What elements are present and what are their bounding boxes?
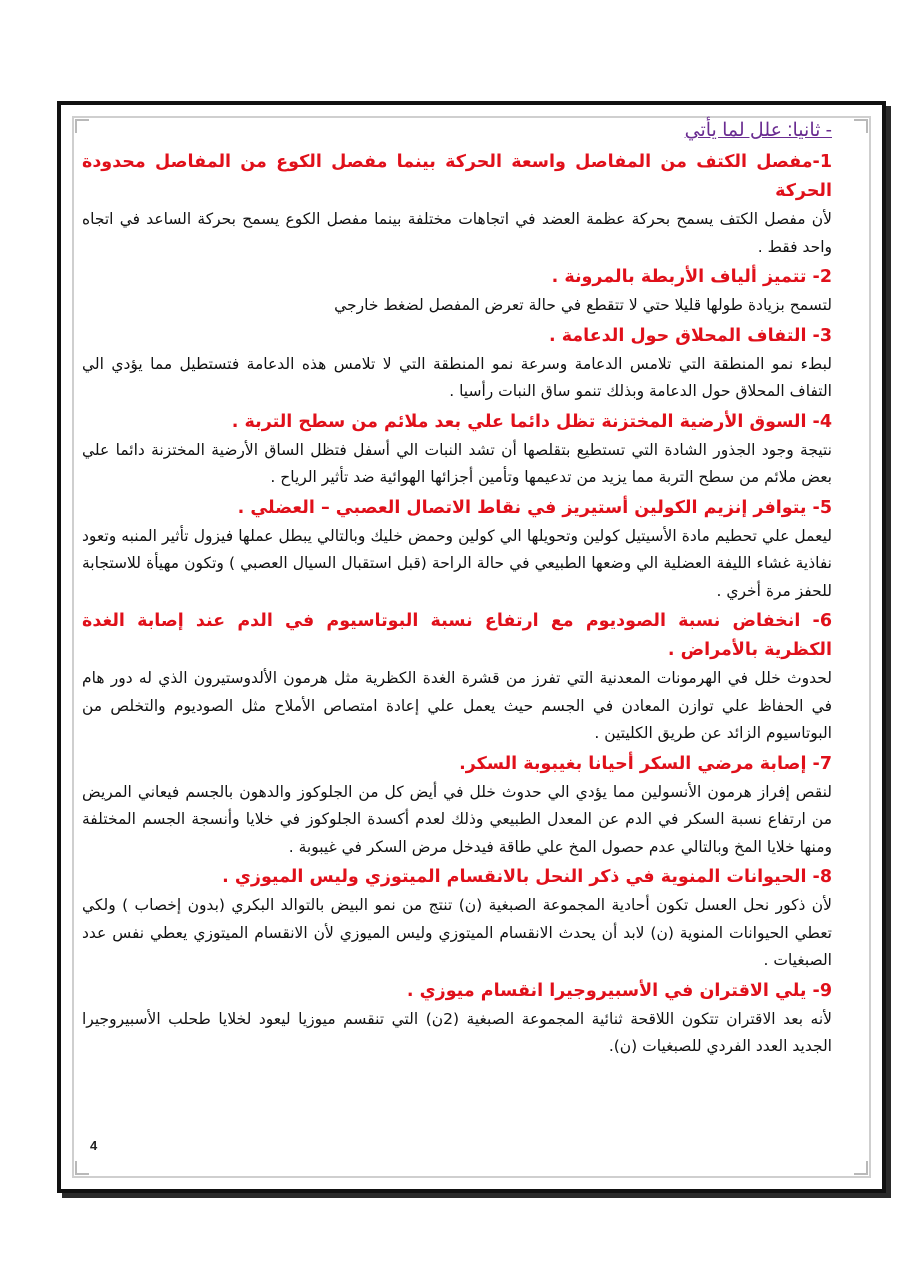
section-title: - ثانيا: علل لما يأتي bbox=[684, 120, 832, 141]
question-item bbox=[82, 494, 832, 606]
question-item bbox=[82, 750, 832, 862]
answer: لتسمح بزيادة طولها قليلا حتي لا تتقطع في حالة تعرض المفصل لضغط خارجي bbox=[334, 296, 832, 314]
question-item bbox=[82, 148, 832, 261]
question-item bbox=[82, 322, 832, 406]
question: 4- السوق الأرضية المختزنة تظل دائما علي بعد ملائم من سطح التربة . bbox=[231, 411, 832, 432]
corner-ornament bbox=[75, 1161, 89, 1175]
document-body bbox=[82, 116, 832, 1063]
question: 8- الحيوانات المنوية في ذكر النحل بالانقسام الميتوزي وليس الميوزي . bbox=[222, 867, 832, 887]
answer: لحدوث خلل في الهرمونات المعدنية التي تفرز من قشرة الغدة الكظرية مثل هرمون الألدوستيرون الذي له دور هام في الحفاظ علي توازن المعادن في الجسم حيث يعمل علي إعادة امتصاص الأملاح مثل الصوديوم والتخلص من البوتاسيوم الزائد عن طريق الكليتين . bbox=[82, 669, 832, 742]
question-item bbox=[82, 263, 832, 320]
corner-ornament bbox=[854, 1161, 868, 1175]
answer: لنقص إفراز هرمون الأنسولين مما يؤدي الي حدوث خلل في أيض كل من الجلوكوز والدهون بالجسم فيعاني المريض من ارتفاع نسبة السكر في الدم عن المعدل الطبيعي وذلك لعدم أكسدة الجلوكوز في خلايا وأنسجة الجسم المختلفة ومنها خلايا المخ وبالتالي عدم حصول المخ علي طاقة فيدخل مرض السكر في غيبوبة . bbox=[82, 782, 832, 856]
question-item bbox=[82, 408, 832, 492]
corner-ornament bbox=[854, 119, 868, 133]
question: 5- يتوافر إنزيم الكولين أستيريز في نقاط الاتصال العصبي – العضلي . bbox=[237, 497, 832, 518]
answer: لأن مفصل الكتف يسمح بحركة عظمة العضد في اتجاهات مختلفة بينما مفصل الكوع يسمح بحركة الساعد في اتجاه واحد فقط . bbox=[82, 210, 832, 256]
answer: لبطء نمو المنطقة التي تلامس الدعامة وسرعة نمو المنطقة التي لا تلامس هذه الدعامة فتستطيل مما يؤدي الي التفاف المحلاق حول الدعامة وبذلك تنمو ساق النبات رأسيا . bbox=[82, 354, 832, 400]
question: 6- انخفاض نسبة الصوديوم مع ارتفاع نسبة البوتاسيوم في الدم عند إصابة الغدة الكظرية بالأمراض . bbox=[82, 611, 832, 660]
question: 9- يلي الاقتران في الأسبيروجيرا انقسام ميوزي . bbox=[406, 980, 832, 1001]
answer: لأن ذكور نحل العسل تكون أحادية المجموعة الصبغية (ن) تنتج من نمو البيض بالتوالد البكري (بدون إخصاب ) ولكي تعطي الحيوانات المنوية (ن) لابد أن يحدث الانقسام الميتوزي وليس الميوزي لأن الانقسام الميتوزي يعطي نفس عدد الصبغيات . bbox=[82, 896, 832, 969]
page-number: 4 bbox=[90, 1138, 98, 1153]
question-item bbox=[82, 977, 832, 1061]
answer: لأنه بعد الاقتران تتكون اللاقحة ثنائية المجموعة الصبغية (2ن) التي تنقسم ميوزيا ليعود لخلايا طحلب الأسبيروجيرا الجديد العدد الفردي للصبغيات (ن). bbox=[82, 1009, 832, 1055]
question-item bbox=[82, 863, 832, 975]
question: 2- تتميز ألياف الأربطة بالمرونة . bbox=[551, 267, 832, 287]
question: 1-مفصل الكتف من المفاصل واسعة الحركة بينما مفصل الكوع من المفاصل محدودة الحركة bbox=[82, 152, 832, 201]
question: 3- التفاف المحلاق حول الدعامة . bbox=[548, 325, 832, 346]
answer: ليعمل علي تحطيم مادة الأسيتيل كولين وتحويلها الي كولين وحمض خليك وبالتالي يبطل عملها فيزول تأثير المنبه وتعود نفاذية غشاء الليفة العضلية الي وضعها الطبيعي في حالة الراحة (قبل استقبال السيال العصبي ) وتكون مهيأة للاستجابة للحفز مرة أخري . bbox=[82, 526, 832, 600]
question: 7- إصابة مرضي السكر أحيانا بغيبوبة السكر. bbox=[459, 753, 832, 774]
question-item bbox=[82, 607, 832, 748]
answer: نتيجة وجود الجذور الشادة التي تستطيع بتقلصها أن تشد النبات الي أسفل فتظل الساق الأرضية المختزنة دائما علي بعض ملائم من سطح التربة مما يزيد من تدعيمها وتأمين أجزائها الهوائية ضد تأثير الرياح . bbox=[82, 440, 832, 486]
